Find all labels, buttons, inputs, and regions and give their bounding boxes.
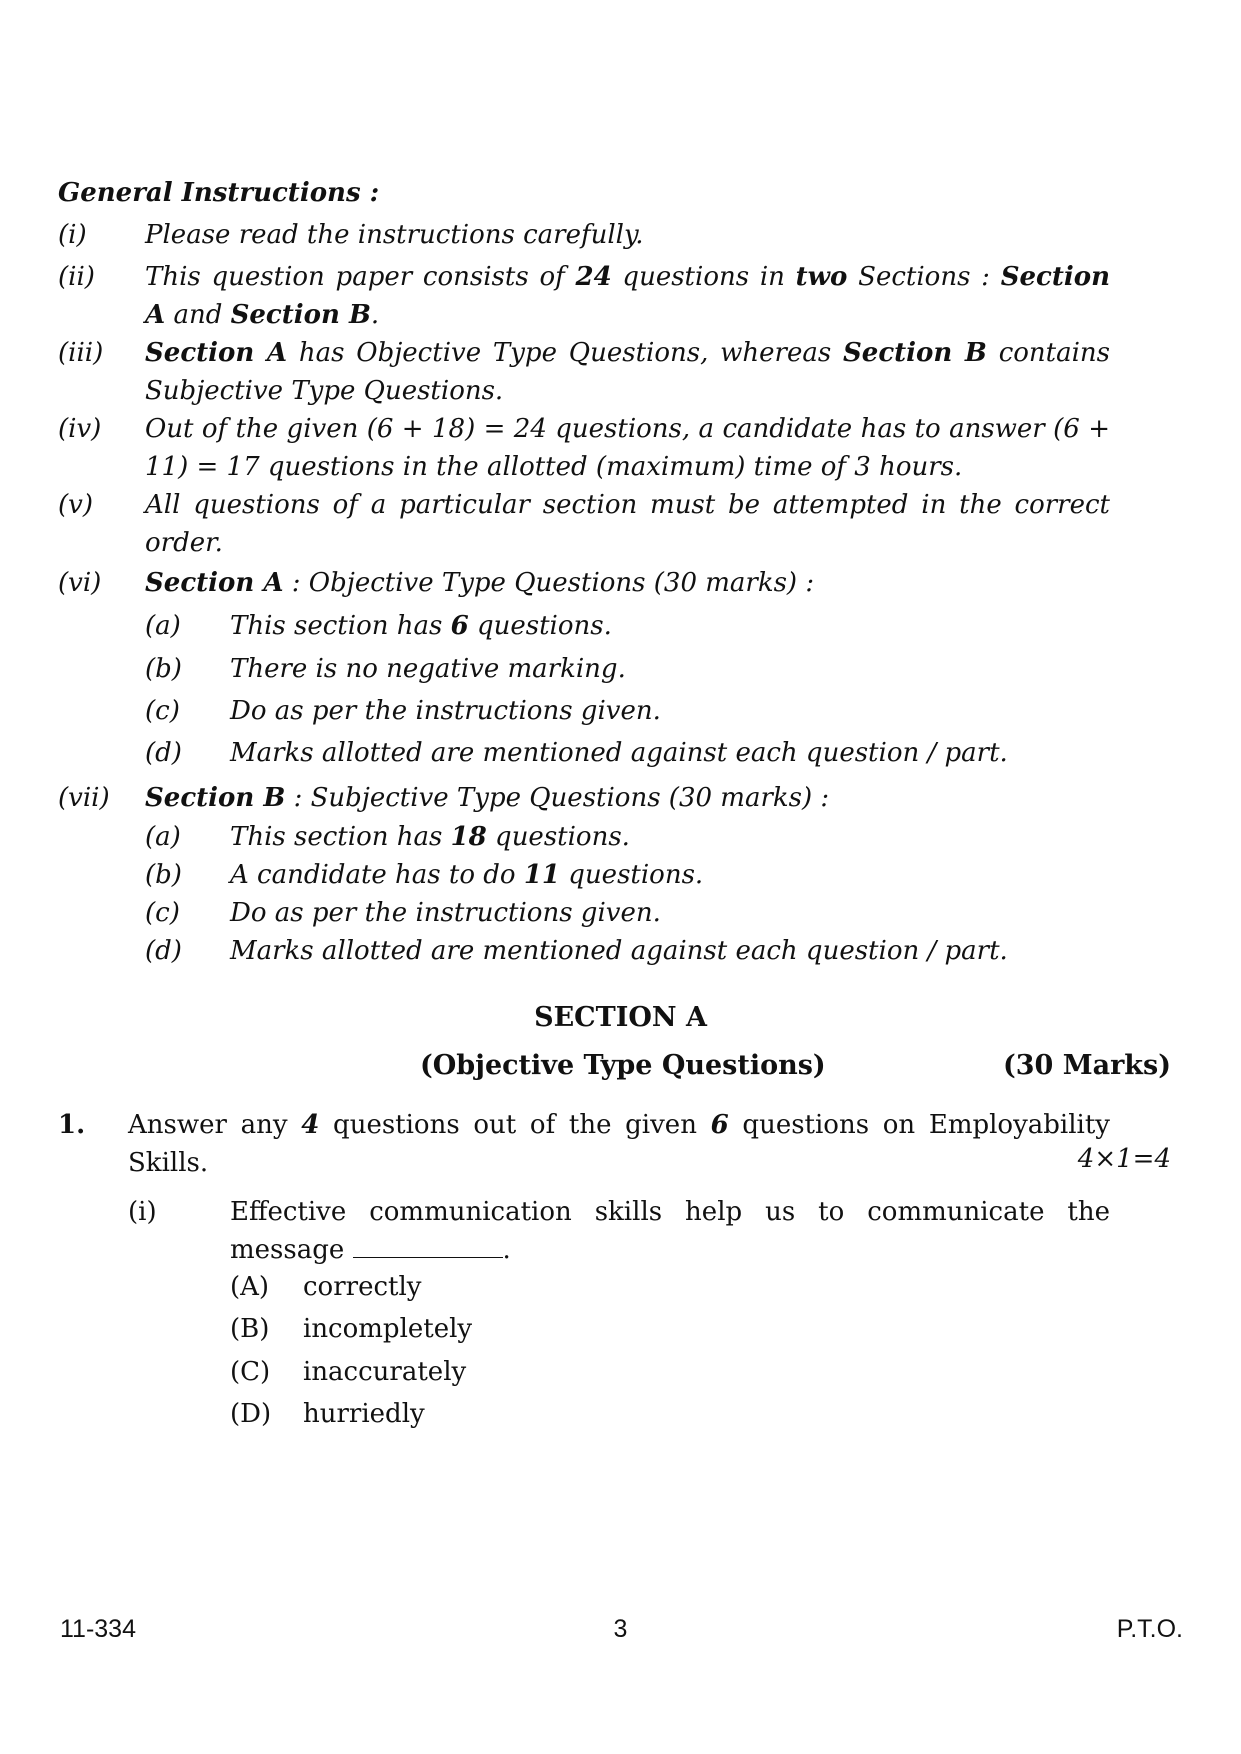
instruction-text [145,334,1110,410]
section-marks: (30 Marks) [1002,1050,1171,1081]
sub-question-text [230,1193,1110,1269]
instruction-number: (iii) [58,338,104,368]
bold-text: Section B [230,300,371,330]
text-run: Marks allotted are mentioned against each question / part. [230,738,1008,768]
sub-instruction-label: (c) [145,898,180,928]
sub-question-text-before: Effective communication skills help us to communicate the message [230,1197,1110,1265]
text-run: This section has [230,611,451,641]
text-run: has Objective Type Questions, whereas [287,338,844,368]
option-text: correctly [303,1272,422,1302]
answer-blank [353,1233,503,1258]
bold-text: 11 [523,860,561,890]
text-run: Sections : [847,262,1001,292]
sub-instruction-label: (d) [145,738,182,768]
instruction-text [145,216,1110,254]
instruction-number: (ii) [58,262,95,292]
text-run: questions on Employability Skills. [128,1110,1110,1178]
bold-text: two [795,262,848,292]
bold-text: Section A [145,338,288,368]
text-run: There is no negative marking. [230,654,626,684]
sub-instruction-label: (b) [145,860,182,890]
bold-text: 18 [450,822,487,852]
sub-instruction-text [230,818,1110,856]
instruction-number: (iv) [58,414,102,444]
text-run: . [370,300,380,330]
instruction-number: (vi) [58,568,102,598]
sub-instruction-label: (a) [145,611,181,641]
pto-label: P.T.O. [1116,1615,1183,1643]
bold-text: Section B [145,783,286,813]
question-number: 1. [58,1110,86,1140]
sub-instruction-text [230,932,1110,970]
instruction-text [145,486,1110,562]
option-label: (A) [230,1272,270,1302]
instruction-number: (v) [58,490,93,520]
bold-text: Section A [145,262,1110,330]
sub-instruction-text [230,692,1110,730]
text-run: : Subjective Type Questions (30 marks) : [285,783,830,813]
instruction-text [145,564,1110,602]
text-run: Answer any [128,1110,302,1140]
instruction-text [145,258,1110,334]
section-subtitle: (Objective Type Questions) [420,1050,826,1081]
sub-instruction-label: (c) [145,696,180,726]
text-run: All questions of a particular section must be attempted in the correct order. [145,490,1110,558]
general-instructions-heading: General Instructions : [58,178,380,208]
sub-instruction-text [230,734,1110,772]
sub-instruction-text [230,607,1110,645]
sub-instruction-label: (a) [145,822,181,852]
option-label: (C) [230,1357,271,1387]
bold-text: 24 [575,262,612,292]
page-number: 3 [613,1615,628,1643]
text-run: and [165,300,231,330]
text-run: questions in [611,262,796,292]
question-text [128,1106,1110,1182]
text-run: A candidate has to do [230,860,524,890]
paper-code: 11-334 [60,1615,136,1643]
instruction-text [145,779,1110,817]
option-text: incompletely [303,1314,473,1344]
instruction-number: (vii) [58,783,110,813]
text-run: questions out of the given [319,1110,711,1140]
text-run: questions. [560,860,704,890]
sub-question-text-after: . [502,1235,511,1265]
instruction-number: (i) [58,220,87,250]
sub-instruction-text [230,894,1110,932]
question-marks: 4×1=4 [1077,1144,1171,1174]
text-run: questions. [486,822,630,852]
bold-text: 6 [450,611,469,641]
text-run: This section has [230,822,451,852]
sub-instruction-label: (b) [145,654,182,684]
instruction-text [145,410,1110,486]
text-run: Do as per the instructions given. [230,898,661,928]
text-run: Out of the given (6 + 18) = 24 questions, a candidate has to answer (6 + 11) = 17 questions in the allotted (maximum) time of 3 hours. [145,414,1110,482]
sub-question-number: (i) [128,1197,157,1227]
text-run: This question paper consists of [145,262,576,292]
text-run: Marks allotted are mentioned against each question / part. [230,936,1008,966]
bold-text: Section A [145,568,284,598]
option-label: (D) [230,1399,272,1429]
option-text: hurriedly [303,1399,425,1429]
text-run: Please read the instructions carefully. [145,220,644,250]
bold-text: 6 [710,1110,729,1140]
text-run: questions. [468,611,612,641]
section-title: SECTION A [534,1002,707,1033]
option-text: inaccurately [303,1357,467,1387]
bold-text: 4 [301,1110,320,1140]
sub-instruction-text [230,856,1110,894]
sub-instruction-label: (d) [145,936,182,966]
bold-text: Section B [843,338,987,368]
option-label: (B) [230,1314,270,1344]
text-run: : Objective Type Questions (30 marks) : [283,568,815,598]
text-run: Do as per the instructions given. [230,696,661,726]
text-run: contains Subjective Type Questions. [145,338,1111,406]
sub-instruction-text [230,650,1110,688]
